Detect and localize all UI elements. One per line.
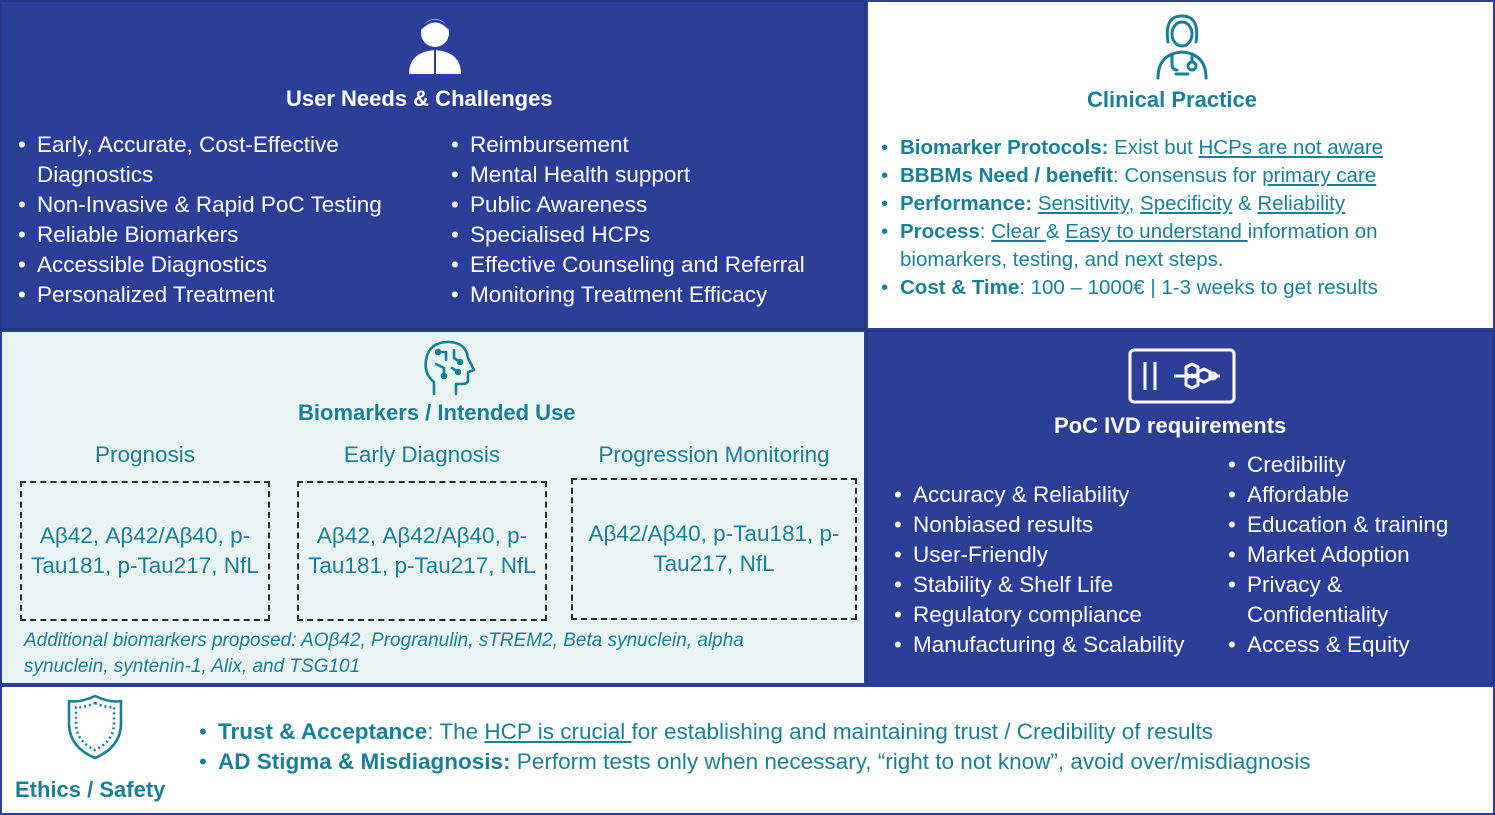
prognosis-biomarkers-box: Aβ42, Aβ42/Aβ40, p-Tau181, p-Tau217, NfL (20, 481, 270, 621)
doctor-icon (1154, 12, 1210, 80)
list-item: • Nonbiased results (892, 510, 1184, 540)
list-item: • Affordable (1226, 480, 1466, 510)
list-item: • Effective Counseling and Referral (449, 250, 805, 280)
list-item (878, 162, 1478, 190)
list-item: • Manufacturing & Scalability (892, 630, 1184, 660)
item-text: Exist but (1108, 136, 1199, 159)
list-item: • Reliable Biomarkers (16, 220, 416, 250)
poc-right-list (1226, 450, 1466, 660)
user-icon (404, 14, 466, 76)
shield-icon (66, 693, 124, 761)
list-item (196, 747, 1310, 777)
item-text: , (1128, 192, 1141, 215)
list-item (878, 218, 1478, 274)
list-item: • Accessible Diagnostics (16, 250, 416, 280)
item-label: Process (900, 220, 980, 243)
biomarkers-title: Biomarkers / Intended Use (298, 400, 576, 425)
item-underlined: Reliability (1257, 192, 1346, 215)
ethics-list (196, 717, 1310, 777)
item-text: information on biomarkers, testing, and next steps. (900, 220, 1378, 271)
item-underlined: Sensitivity (1037, 192, 1129, 215)
ethics-title: Ethics / Safety (15, 777, 166, 802)
list-item: • Mental Health support (449, 160, 805, 190)
list-item (878, 134, 1478, 162)
prognosis-heading: Prognosis (94, 442, 196, 467)
item-underlined: HCPs are not aware (1198, 136, 1384, 159)
device-icon (1128, 348, 1238, 404)
user-needs-title: User Needs & Challenges (286, 86, 553, 111)
list-item: • Specialised HCPs (449, 220, 805, 250)
list-item: • Personalized Treatment (16, 280, 416, 310)
item-label: Performance: (900, 192, 1033, 215)
item-label: BBBMs Need / benefit (900, 164, 1113, 187)
poc-ivd-title: PoC IVD requirements (1054, 413, 1287, 438)
item-text: & (1045, 220, 1066, 243)
item-text: : Consensus for (1113, 164, 1263, 187)
list-item: • Education & training (1226, 510, 1466, 540)
progression-monitoring-biomarkers-box: Aβ42/Aβ40, p-Tau181, p-Tau217, NfL (571, 478, 857, 620)
item-text: : 100 – 1000€ | 1-3 weeks to get results (1019, 276, 1378, 299)
list-item: • Non-Invasive & Rapid PoC Testing (16, 190, 416, 220)
poc-left-list (892, 480, 1184, 660)
item-label: AD Stigma & Misdiagnosis: (218, 749, 511, 774)
list-item: • Privacy & Confidentiality (1226, 570, 1376, 630)
list-item: • Regulatory compliance (892, 600, 1184, 630)
item-underlined: Specificity (1140, 192, 1233, 215)
item-underlined: HCP is crucial (484, 719, 632, 744)
poc-ivd-panel (866, 330, 1495, 685)
list-item: • Reimbursement (449, 130, 805, 160)
list-item: • Public Awareness (449, 190, 805, 220)
early-diagnosis-heading: Early Diagnosis (343, 442, 501, 467)
item-underlined: Easy to understand (1065, 220, 1248, 243)
item-text: : The (427, 719, 485, 744)
item-underlined: Clear (991, 220, 1046, 243)
progression-monitoring-heading: Progression Monitoring (598, 442, 830, 467)
user-needs-panel (0, 0, 866, 330)
item-label: Trust & Acceptance (218, 719, 428, 744)
item-label: Cost & Time (900, 276, 1020, 299)
brain-circuit-icon (420, 338, 476, 396)
list-item (878, 190, 1478, 218)
list-item: • User-Friendly (892, 540, 1184, 570)
list-item (196, 717, 1310, 747)
list-item: • Market Adoption (1226, 540, 1466, 570)
biomarkers-panel (0, 330, 866, 685)
user-needs-right-list (449, 130, 805, 310)
early-diagnosis-biomarkers-box: Aβ42, Aβ42/Aβ40, p-Tau181, p-Tau217, NfL (297, 481, 547, 621)
item-label: Biomarker Protocols: (900, 136, 1109, 159)
additional-biomarkers-note: Additional biomarkers proposed: AOβ42, Progranulin, sTREM2, Beta synuclein, alpha synuclein, syntenin-1, Alix, and TSG101 (24, 630, 744, 677)
item-underlined: primary care (1262, 164, 1377, 187)
list-item: • Monitoring Treatment Efficacy (449, 280, 805, 310)
clinical-practice-list (878, 134, 1478, 302)
list-item: • Credibility (1226, 450, 1466, 480)
item-text: for establishing and maintaining trust / Credibility of results (631, 719, 1214, 744)
clinical-practice-panel (866, 0, 1495, 330)
list-item (878, 274, 1478, 302)
list-item: • Accuracy & Reliability (892, 480, 1184, 510)
list-item: • Access & Equity (1226, 630, 1466, 660)
item-text: Perform tests only when necessary, “right to not know”, avoid over/misdiagnosis (510, 749, 1311, 774)
list-item: • Stability & Shelf Life (892, 570, 1184, 600)
user-needs-left-list (16, 130, 416, 310)
clinical-practice-title: Clinical Practice (1087, 87, 1257, 112)
ethics-panel (0, 685, 1495, 815)
list-item: • Early, Accurate, Cost-Effective Diagnostics (16, 130, 416, 190)
item-text: : (979, 220, 992, 243)
item-text: & (1232, 192, 1258, 215)
